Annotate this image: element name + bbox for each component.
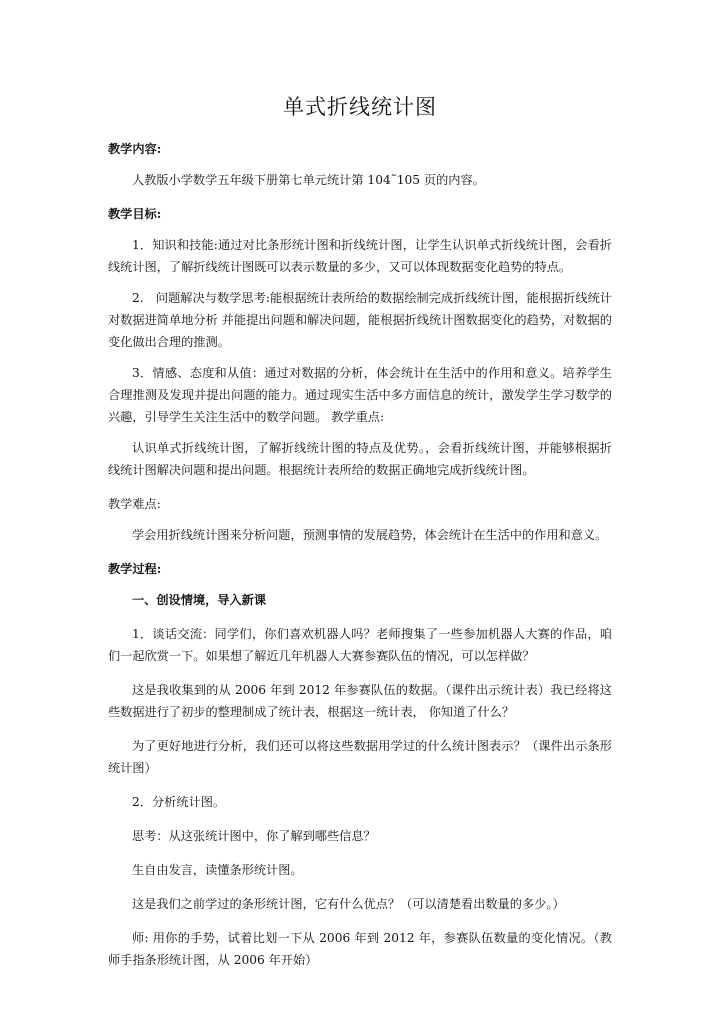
page-title: 单式折线统计图 [283, 95, 437, 119]
key-point-text: 认识单式折线统计图，了解折线统计图的特点及优势。，会看折线统计图，并能够根据折线统计图解决问题和提出问题。根据统计表所给的数据正确地完成折线统计图。 [108, 441, 612, 477]
process-para-1: 1．谈话交流：同学们，你们喜欢机器人吗？老师搜集了一些参加机器人大赛的作品，咱们一起欣赏一下。如果想了解近几年机器人大赛参赛队伍的情况，可以怎样做？ [108, 627, 612, 663]
process-para-5: 思考：从这张统计图中，你了解到哪些信息？ [132, 829, 376, 843]
process-heading: 教学过程: [108, 562, 162, 576]
difficulty-text: 学会用折线统计图来分析问题，预测事情的发展趋势，体会统计在生活中的作用和意义。 [132, 528, 608, 542]
process-para-4: 2．分析统计图。 [132, 795, 226, 809]
goal-item-3: 3．情感、态度和从值：通过对数据的分析，体会统计在生活中的作用和意义。培养学生合理推测及发现并提出问题的能力。通过现实生活中多方面信息的统计，激发学生学习数学的兴趣，引导学生关注生活中的数学问题。 教学重点: [108, 366, 612, 424]
goals-heading: 教学目标: [108, 207, 162, 221]
process-para-6: 生自由发言，读懂条形统计图。 [132, 863, 303, 877]
goal-item-2: 2. 问题解决与数学思考:能根据统计表所给的数据绘制完成折线统计图，能根据折线统计对数据进简单地分析 并能提出问题和解决问题，能根据折线统计图数据变化的趋势，对数据的变化做出合理的推测。 [108, 291, 612, 349]
process-para-8: 师: 用你的手势，试着比划一下从 2006 年到 2012 年，参赛队伍数量的变化情况。（教师手指条形统计图，从 2006 年开始） [108, 931, 612, 967]
content-heading: 教学内容: [108, 142, 162, 156]
process-para-7: 这是我们之前学过的条形统计图，它有什么优点？（可以清楚看出数量的多少。） [132, 897, 565, 911]
section-1-title: 一、创设情境，导入新课 [132, 593, 267, 607]
difficulty-heading: 教学难点: [108, 497, 161, 511]
process-para-3: 为了更好地进行分析，我们还可以将这些数据用学过的什么统计图表示？（课件出示条形统计图） [108, 739, 612, 775]
process-para-2: 这是我收集到的从 2006 年到 2012 年参赛队伍的数据。（课件出示统计表）我已经将这些数据进行了初步的整理制成了统计表，根据这一统计表， 你知道了什么？ [108, 683, 612, 719]
goal-item-1: 1．知识和技能:通过对比条形统计图和折线统计图，让学生认识单式折线统计图，会看折线统计图，了解折线统计图既可以表示数量的多少，又可以体现数据变化趋势的特点。 [108, 238, 612, 274]
content-text: 人教版小学数学五年级下册第七单元统计第 104˜105 页的内容。 [132, 173, 485, 187]
